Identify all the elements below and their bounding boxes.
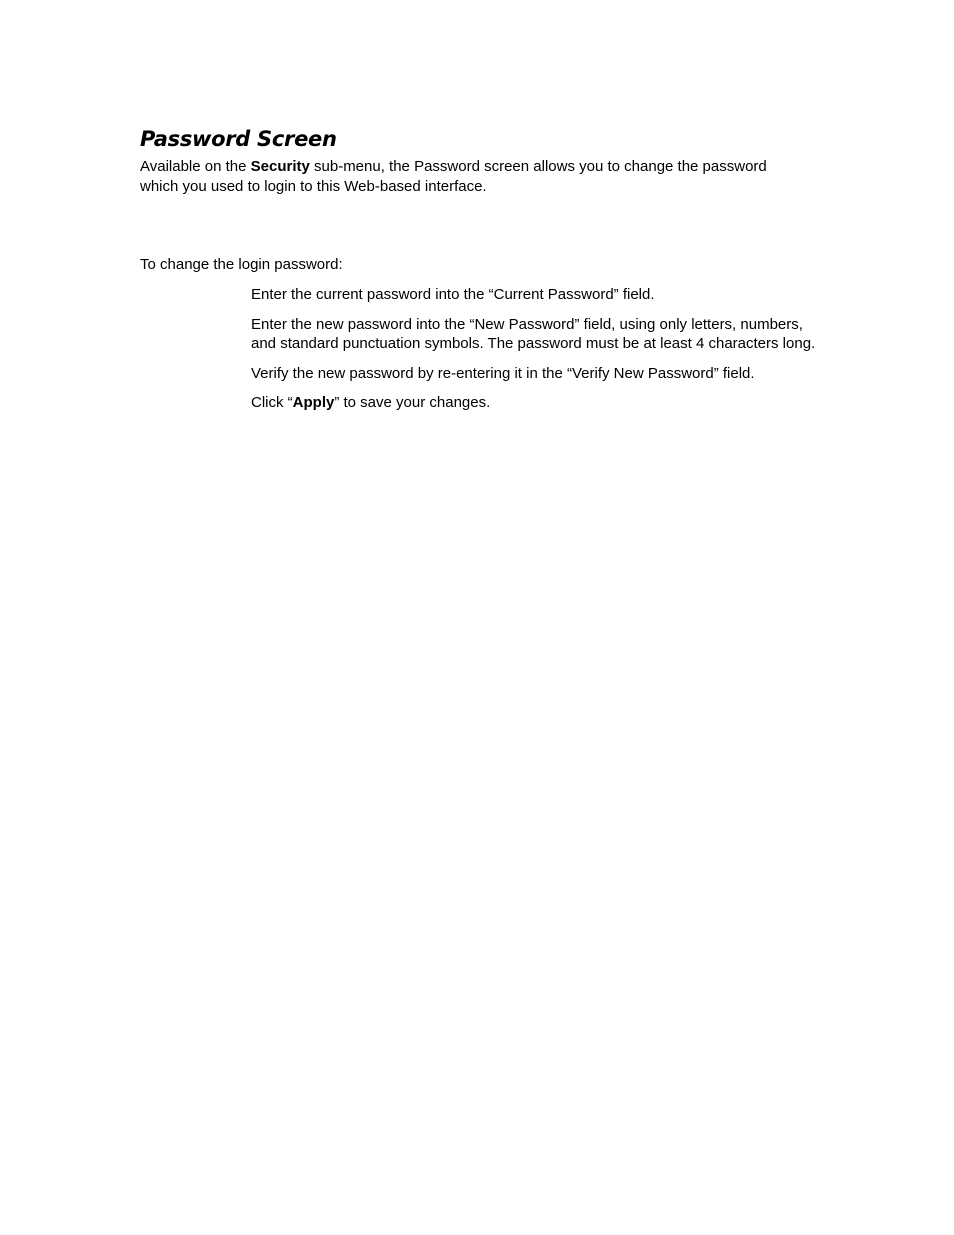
intro-text-before: Available on the bbox=[140, 158, 251, 175]
step-item-2: Enter the new password into the “New Password” field, using only letters, numbers, and standard punctuation symbols. The password must be at least 4 characters long. bbox=[251, 315, 816, 352]
step-item-1: Enter the current password into the “Current Password” field. bbox=[251, 286, 655, 303]
section-title: Password Screen bbox=[140, 127, 337, 151]
intro-paragraph bbox=[140, 157, 780, 197]
document-page bbox=[140, 124, 830, 423]
intro-text-after: sub-menu, the Password screen allows you to change the password which you used to login to this Web-based interface. bbox=[140, 158, 767, 195]
step-4-text-after: ” to save your changes. bbox=[334, 394, 491, 411]
step-item-3: Verify the new password by re-entering it in the “Verify New Password” field. bbox=[251, 364, 755, 382]
steps-list bbox=[140, 285, 830, 413]
instructions-lead: To change the login password: bbox=[140, 256, 343, 273]
intro-emphasis: Security bbox=[250, 158, 310, 175]
step-item-4 bbox=[251, 393, 821, 413]
apply-emphasis: Apply bbox=[292, 394, 335, 411]
step-4-text-before: Click “ bbox=[251, 394, 293, 411]
